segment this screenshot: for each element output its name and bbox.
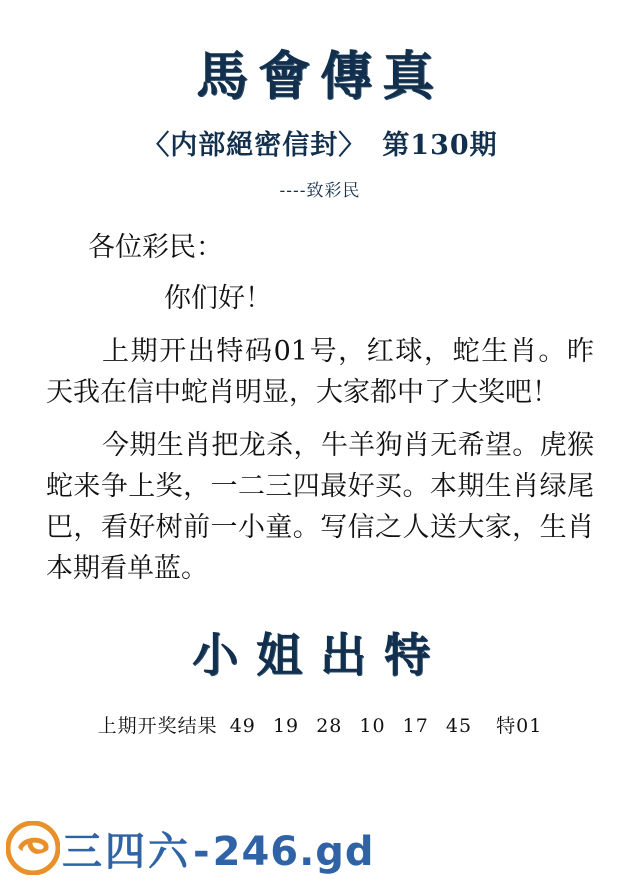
swirl-logo-icon [6,821,60,875]
paragraph-1: 上期开出特码01号，红球，蛇生肖。昨天我在信中蛇肖明显，大家都中了大奖吧！ [46,336,594,409]
slogan-text: 小姐出特 [192,628,448,683]
result-number: 17 [402,715,429,738]
results-label: 上期开奖结果 [97,715,218,738]
footer-watermark [0,816,640,880]
special-number: 01 [516,715,543,738]
salutation: 各位彩民： [88,232,223,263]
greeting: 你们好！ [164,283,272,315]
page-title: 馬會傳真 [195,46,444,107]
footer-brand [62,820,375,877]
letter-body [46,227,594,589]
result-number: 49 [229,715,256,738]
result-number: 45 [445,715,473,738]
previous-draw-results [0,711,640,738]
result-number: 10 [359,715,386,738]
special-number-label: 特 [496,715,517,738]
footer-brand-cn: 三四六 [62,828,191,875]
footer-dash: - [193,828,211,875]
footer-domain: 246.gd [212,828,375,875]
result-number: 28 [316,715,343,738]
document-page [0,34,640,886]
paragraph-2: 今期生肖把龙杀，牛羊狗肖无希望。虎猴蛇来争上奖，一二三四最好买。本期生肖绿尾巴，看好树前一小童。写信之人送大家，生肖本期看单蓝。 [46,430,594,585]
subtitle-line [0,123,640,162]
dedication-line: ----致彩民 [279,181,361,201]
result-number: 19 [272,715,300,738]
secret-envelope-label: 〈内部絕密信封〉 [142,130,367,161]
issue-number: 第130期 [382,130,498,161]
